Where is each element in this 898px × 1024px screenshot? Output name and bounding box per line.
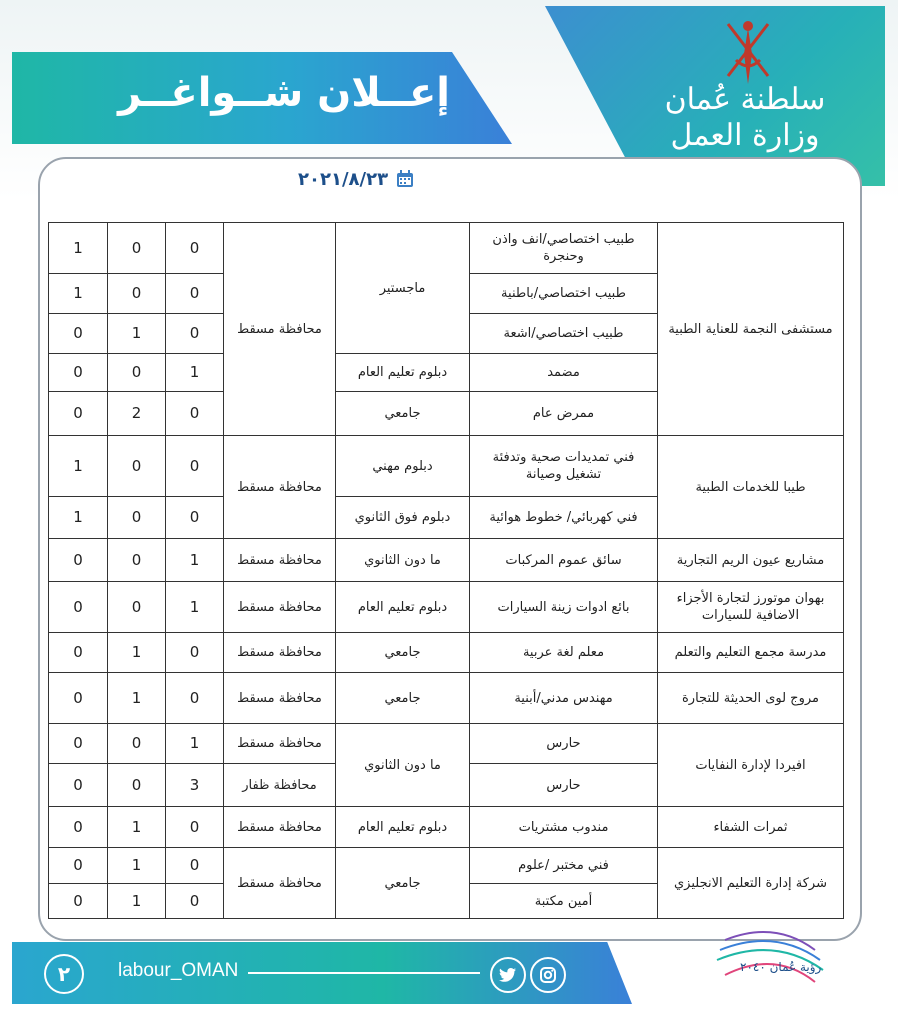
table-row — [49, 848, 844, 884]
table-row — [49, 582, 844, 633]
governorate-cell: محافظة مسقط — [224, 807, 336, 848]
count-cell: 1 — [108, 633, 166, 673]
job-cell: حارس — [470, 724, 658, 764]
ministry-name — [640, 82, 850, 154]
company-cell: مشاريع عيون الريم التجارية — [658, 539, 844, 582]
job-cell: فني تمديدات صحية وتدفئة تشغيل وصيانة — [470, 436, 658, 497]
twitter-icon[interactable] — [490, 957, 526, 993]
count-cell: 0 — [166, 223, 224, 274]
count-cell: 0 — [166, 673, 224, 724]
qualification-cell: دبلوم فوق الثانوي — [336, 497, 470, 539]
count-cell: 1 — [108, 807, 166, 848]
table-row — [49, 539, 844, 582]
calendar-icon — [396, 170, 414, 188]
job-cell: أمين مكتبة — [470, 884, 658, 919]
count-cell: 0 — [49, 884, 108, 919]
governorate-cell: محافظة مسقط — [224, 223, 336, 436]
count-cell: 1 — [49, 223, 108, 274]
oman-emblem-icon — [722, 14, 774, 90]
count-cell: 0 — [108, 582, 166, 633]
company-cell: مدرسة مجمع التعليم والتعلم — [658, 633, 844, 673]
vision-text: رؤية عُمان — [769, 960, 822, 974]
twitter-bird-icon — [499, 967, 517, 983]
job-cell: مهندس مدني/أبنية — [470, 673, 658, 724]
instagram-camera-icon — [539, 966, 557, 984]
footer-divider — [248, 972, 480, 974]
job-cell: سائق عموم المركبات — [470, 539, 658, 582]
count-cell: 0 — [49, 724, 108, 764]
table-row — [49, 807, 844, 848]
qualification-cell: جامعي — [336, 392, 470, 436]
date-row — [298, 166, 414, 192]
count-cell: 1 — [108, 848, 166, 884]
qualification-cell: دبلوم تعليم العام — [336, 354, 470, 392]
count-cell: 0 — [166, 274, 224, 314]
governorate-cell: محافظة مسقط — [224, 582, 336, 633]
count-cell: 0 — [49, 354, 108, 392]
count-cell: 1 — [166, 354, 224, 392]
governorate-cell: محافظة ظفار — [224, 764, 336, 807]
qualification-cell: دبلوم مهني — [336, 436, 470, 497]
job-cell: ممرض عام — [470, 392, 658, 436]
count-cell: 0 — [49, 807, 108, 848]
job-cell: فني كهربائي/ خطوط هوائية — [470, 497, 658, 539]
count-cell: 0 — [49, 848, 108, 884]
count-cell: 1 — [49, 497, 108, 539]
count-cell: 0 — [166, 633, 224, 673]
count-cell: 0 — [166, 884, 224, 919]
count-cell: 0 — [166, 314, 224, 354]
count-cell: 1 — [108, 314, 166, 354]
qualification-cell: جامعي — [336, 848, 470, 919]
count-cell: 1 — [108, 884, 166, 919]
count-cell: 0 — [108, 274, 166, 314]
count-cell: 0 — [108, 724, 166, 764]
announcement-date: ٢٠٢١/٨/٢٣ — [298, 168, 389, 190]
count-cell: 0 — [166, 497, 224, 539]
qualification-cell: جامعي — [336, 633, 470, 673]
job-cell: مندوب مشتريات — [470, 807, 658, 848]
company-cell: طيبا للخدمات الطبية — [658, 436, 844, 539]
qualification-cell: ما دون الثانوي — [336, 724, 470, 807]
vision-year: ٢٠٤٠ — [740, 960, 766, 974]
vacancies-table — [48, 222, 844, 919]
count-cell: 0 — [108, 436, 166, 497]
governorate-cell: محافظة مسقط — [224, 848, 336, 919]
governorate-cell: محافظة مسقط — [224, 673, 336, 724]
count-cell: 1 — [49, 436, 108, 497]
company-cell: مستشفى النجمة للعناية الطبية — [658, 223, 844, 436]
count-cell: 0 — [166, 392, 224, 436]
count-cell: 0 — [108, 764, 166, 807]
count-cell: 0 — [49, 764, 108, 807]
count-cell: 0 — [108, 223, 166, 274]
job-cell: طبيب اختصاصي/باطنية — [470, 274, 658, 314]
count-cell: 0 — [49, 539, 108, 582]
job-cell: بائع ادوات زينة السيارات — [470, 582, 658, 633]
company-cell: بهوان موتورز لتجارة الأجزاء الاضافية للسيارات — [658, 582, 844, 633]
count-cell: 1 — [49, 274, 108, 314]
table-row — [49, 223, 844, 274]
qualification-cell: دبلوم تعليم العام — [336, 582, 470, 633]
page-title: إعــلان شــواغــر — [118, 70, 450, 116]
job-cell: فني مختبر /علوم — [470, 848, 658, 884]
qualification-cell: جامعي — [336, 673, 470, 724]
social-handle[interactable]: labour_OMAN — [118, 960, 239, 981]
count-cell: 2 — [108, 392, 166, 436]
governorate-cell: محافظة مسقط — [224, 633, 336, 673]
count-cell: 0 — [108, 497, 166, 539]
count-cell: 0 — [49, 582, 108, 633]
job-cell: طبيب اختصاصي/اشعة — [470, 314, 658, 354]
qualification-cell: دبلوم تعليم العام — [336, 807, 470, 848]
vision-label — [740, 960, 821, 974]
company-cell: ثمرات الشفاء — [658, 807, 844, 848]
table-row — [49, 633, 844, 673]
count-cell: 0 — [49, 392, 108, 436]
count-cell: 0 — [108, 354, 166, 392]
qualification-cell: ما دون الثانوي — [336, 539, 470, 582]
job-cell: معلم لغة عربية — [470, 633, 658, 673]
count-cell: 0 — [166, 436, 224, 497]
ministry-line-2: وزارة العمل — [670, 118, 820, 153]
governorate-cell: محافظة مسقط — [224, 724, 336, 764]
count-cell: 1 — [166, 539, 224, 582]
company-cell: مروج لوى الحديثة للتجارة — [658, 673, 844, 724]
table-row — [49, 436, 844, 497]
count-cell: 0 — [166, 848, 224, 884]
governorate-cell: محافظة مسقط — [224, 436, 336, 539]
count-cell: 0 — [166, 807, 224, 848]
qualification-cell: ماجستير — [336, 223, 470, 354]
job-cell: مضمد — [470, 354, 658, 392]
count-cell: 1 — [166, 724, 224, 764]
count-cell: 0 — [49, 673, 108, 724]
company-cell: افيردا لإدارة النفايات — [658, 724, 844, 807]
governorate-cell: محافظة مسقط — [224, 539, 336, 582]
count-cell: 0 — [49, 633, 108, 673]
job-cell: طبيب اختصاصي/انف واذن وحنجرة — [470, 223, 658, 274]
page-number: ٢ — [44, 954, 84, 994]
count-cell: 0 — [108, 539, 166, 582]
job-cell: حارس — [470, 764, 658, 807]
count-cell: 1 — [166, 582, 224, 633]
count-cell: 3 — [166, 764, 224, 807]
company-cell: شركة إدارة التعليم الانجليزي — [658, 848, 844, 919]
count-cell: 0 — [49, 314, 108, 354]
table-row — [49, 724, 844, 764]
count-cell: 1 — [108, 673, 166, 724]
instagram-icon[interactable] — [530, 957, 566, 993]
ministry-line-1: سلطنة عُمان — [664, 82, 826, 117]
table-row — [49, 673, 844, 724]
